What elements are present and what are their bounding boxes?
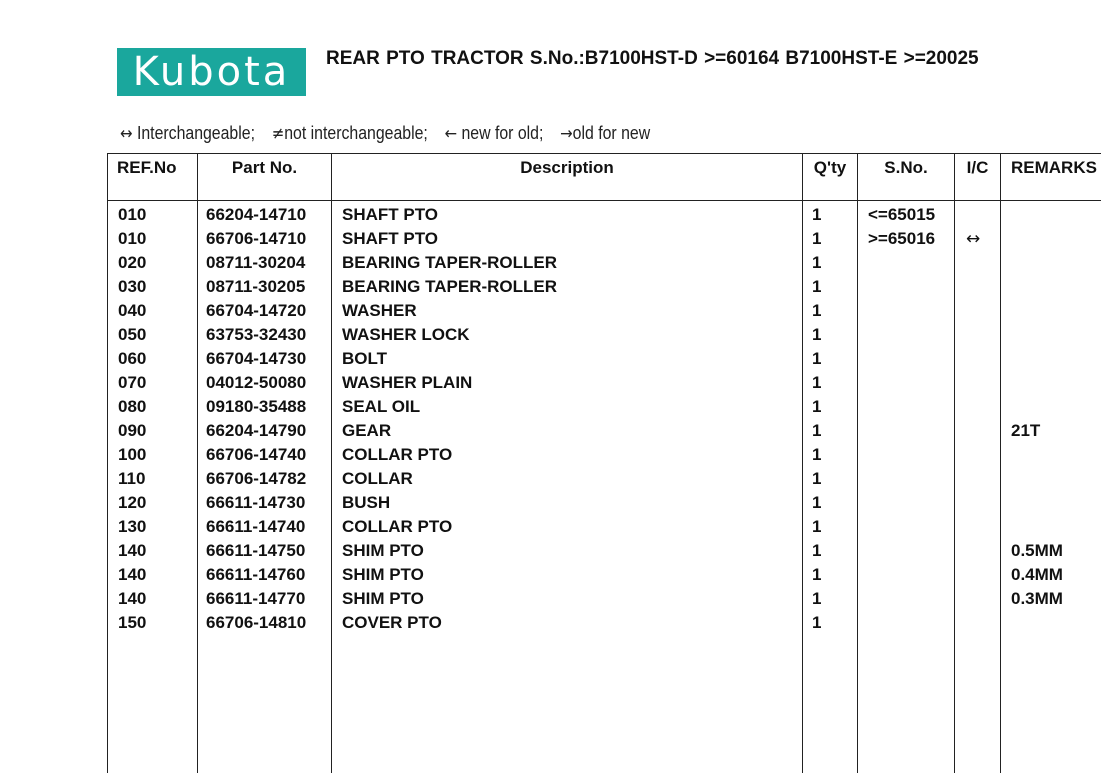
- quantity-cell: 1: [812, 349, 822, 368]
- table-row: [0, 276, 1101, 300]
- quantity-cell: 1: [812, 229, 822, 248]
- description-cell: BUSH: [342, 493, 391, 512]
- part-no-cell: 63753-32430: [206, 325, 307, 344]
- left-arrow-icon: ←: [444, 124, 458, 144]
- ref-no-cell: 070: [118, 373, 147, 392]
- description-cell: COLLAR PTO: [342, 445, 453, 464]
- part-no-cell: 66611-14730: [206, 493, 306, 512]
- quantity-cell: 1: [812, 541, 822, 560]
- ref-no-cell: 140: [118, 589, 147, 608]
- part-no-cell: 08711-30204: [206, 253, 306, 272]
- table-row: [0, 612, 1101, 636]
- quantity-cell: 1: [812, 445, 822, 464]
- header-bottom-border: [107, 200, 1101, 201]
- legend-new-for-old: new for old;: [461, 123, 544, 143]
- ref-no-cell: 050: [118, 325, 147, 344]
- quantity-cell: 1: [812, 301, 822, 320]
- part-no-cell: 66704-14730: [206, 349, 307, 368]
- serial-no-cell: >=65016: [868, 229, 936, 248]
- part-no-cell: 09180-35488: [206, 397, 307, 416]
- not-equal-icon: ≠: [271, 124, 285, 144]
- header-interchangeability: I/C: [966, 158, 989, 177]
- ref-no-cell: 080: [118, 397, 147, 416]
- table-row: [0, 228, 1101, 252]
- part-no-cell: 66706-14740: [206, 445, 307, 464]
- description-cell: COLLAR: [342, 469, 413, 488]
- ref-no-cell: 020: [118, 253, 147, 272]
- ref-no-cell: 100: [118, 445, 147, 464]
- legend-not-interchangeable: not interchangeable;: [284, 123, 428, 143]
- ref-no-cell: 110: [118, 469, 146, 488]
- part-no-cell: 66706-14810: [206, 613, 307, 632]
- description-cell: COVER PTO: [342, 613, 442, 632]
- table-row: [0, 204, 1101, 228]
- description-cell: BEARING TAPER-ROLLER: [342, 253, 558, 272]
- table-row: [0, 396, 1101, 420]
- description-cell: SHAFT PTO: [342, 205, 439, 224]
- part-no-cell: 66706-14710: [206, 229, 307, 248]
- ref-no-cell: 140: [118, 541, 147, 560]
- description-cell: SHAFT PTO: [342, 229, 439, 248]
- header-ref-no: REF.No: [117, 158, 177, 177]
- table-top-border: [107, 153, 1101, 154]
- description-cell: WASHER: [342, 301, 417, 320]
- table-row: [0, 564, 1101, 588]
- quantity-cell: 1: [812, 517, 822, 536]
- table-row: [0, 252, 1101, 276]
- description-cell: SHIM PTO: [342, 589, 424, 608]
- ref-no-cell: 040: [118, 301, 147, 320]
- header-part-no: Part No.: [231, 158, 298, 177]
- part-no-cell: 66204-14710: [206, 205, 307, 224]
- table-row: [0, 588, 1101, 612]
- parts-table-body: [0, 204, 1101, 636]
- part-no-cell: 04012-50080: [206, 373, 307, 392]
- logo-text: Kubota: [132, 49, 291, 95]
- remarks-cell: 21T: [1011, 421, 1041, 440]
- ref-no-cell: 010: [118, 229, 147, 248]
- kubota-logo: [117, 48, 306, 96]
- table-row: [0, 492, 1101, 516]
- description-cell: BEARING TAPER-ROLLER: [342, 277, 558, 296]
- part-no-cell: 08711-30205: [206, 277, 306, 296]
- part-no-cell: 66611-14750: [206, 541, 306, 560]
- ref-no-cell: 120: [118, 493, 147, 512]
- description-cell: WASHER PLAIN: [342, 373, 473, 392]
- table-row: [0, 444, 1101, 468]
- ref-no-cell: 010: [118, 205, 147, 224]
- ref-no-cell: 150: [118, 613, 147, 632]
- description-cell: SHIM PTO: [342, 565, 424, 584]
- quantity-cell: 1: [812, 493, 822, 512]
- right-arrow-icon: →: [560, 124, 573, 144]
- interchangeability-legend: [120, 123, 650, 144]
- description-cell: BOLT: [342, 349, 388, 368]
- part-no-cell: 66611-14760: [206, 565, 306, 584]
- legend-interchangeable: Interchangeable;: [136, 123, 255, 143]
- table-row: [0, 348, 1101, 372]
- part-no-cell: 66704-14720: [206, 301, 307, 320]
- quantity-cell: 1: [812, 421, 822, 440]
- header-quantity: Q'ty: [813, 158, 847, 177]
- ref-no-cell: 130: [118, 517, 147, 536]
- remarks-cell: 0.5MM: [1011, 541, 1063, 560]
- part-no-cell: 66204-14790: [206, 421, 307, 440]
- legend-old-for-new: old for new: [572, 123, 651, 143]
- header-description: Description: [520, 158, 614, 177]
- table-row: [0, 372, 1101, 396]
- header-serial-no: S.No.: [884, 158, 928, 177]
- quantity-cell: 1: [812, 373, 822, 392]
- quantity-cell: 1: [812, 397, 822, 416]
- quantity-cell: 1: [812, 277, 822, 296]
- interchangeability-cell: ↔: [966, 229, 981, 249]
- part-no-cell: 66706-14782: [206, 469, 307, 488]
- table-row: [0, 468, 1101, 492]
- description-cell: SEAL OIL: [342, 397, 421, 416]
- table-row: [0, 420, 1101, 444]
- description-cell: SHIM PTO: [342, 541, 424, 560]
- remarks-cell: 0.3MM: [1011, 589, 1063, 608]
- quantity-cell: 1: [812, 589, 822, 608]
- table-row: [0, 324, 1101, 348]
- table-row: [0, 516, 1101, 540]
- description-cell: COLLAR PTO: [342, 517, 453, 536]
- quantity-cell: 1: [812, 253, 822, 272]
- table-row: [0, 300, 1101, 324]
- quantity-cell: 1: [812, 205, 822, 224]
- header-remarks: REMARKS: [1011, 158, 1097, 177]
- quantity-cell: 1: [812, 325, 822, 344]
- page-title: REAR PTO TRACTOR S.No.:B7100HST-D >=60164 B7100HST-E >=20025: [326, 48, 979, 69]
- quantity-cell: 1: [812, 613, 822, 632]
- bidirectional-arrow-icon: ↔: [120, 124, 133, 144]
- part-no-cell: 66611-14770: [206, 589, 306, 608]
- ref-no-cell: 030: [118, 277, 147, 296]
- description-cell: GEAR: [342, 421, 392, 440]
- serial-no-cell: <=65015: [868, 205, 936, 224]
- quantity-cell: 1: [812, 565, 822, 584]
- ref-no-cell: 090: [118, 421, 147, 440]
- part-no-cell: 66611-14740: [206, 517, 306, 536]
- remarks-cell: 0.4MM: [1011, 565, 1063, 584]
- table-row: [0, 540, 1101, 564]
- ref-no-cell: 060: [118, 349, 147, 368]
- description-cell: WASHER LOCK: [342, 325, 470, 344]
- ref-no-cell: 140: [118, 565, 147, 584]
- quantity-cell: 1: [812, 469, 822, 488]
